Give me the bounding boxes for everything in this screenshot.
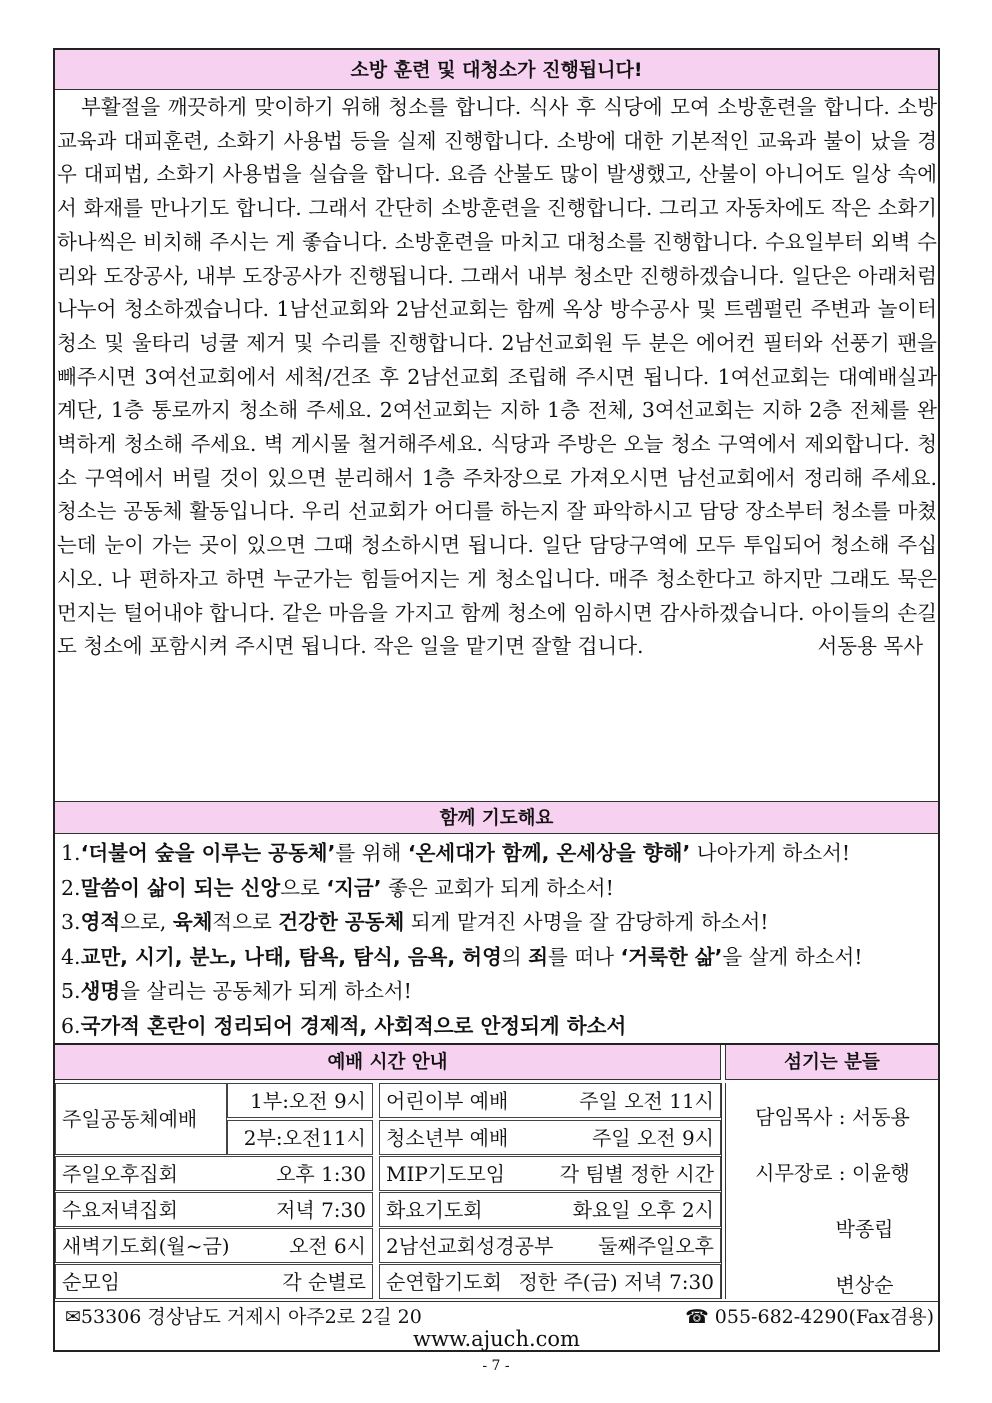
- notice-title: 소방 훈련 및 대청소가 진행됩니다!: [55, 50, 938, 90]
- schedule-table: [55, 1083, 722, 1299]
- schedule-cell: 2부:오전11시: [227, 1120, 373, 1155]
- prayer-item: 1.‘더불어 숲을 이루는 공동체’를 위해 ‘온세대가 함께, 온세상을 향해’ 나아가게 하소서!: [61, 841, 851, 865]
- servant-item: 박종립: [835, 1217, 894, 1241]
- page-number: - 7 -: [482, 1358, 510, 1374]
- schedule-title: 예배 시간 안내: [55, 1045, 721, 1080]
- schedule-cell: 청소년부 예배 주일 오전 9시: [379, 1120, 721, 1155]
- prayer-item: 6.국가적 혼란이 정리되어 경제적, 사회적으로 안정되게 하소서: [61, 1013, 627, 1038]
- schedule-cell: MIP기도모임 각 팀별 정한 시간: [379, 1156, 721, 1191]
- notice-signature: 서동용 목사: [817, 634, 923, 659]
- schedule-cell: 새벽기도회(월~금) 오전 6시: [55, 1228, 373, 1263]
- servant-item: 변상순: [835, 1273, 894, 1297]
- schedule-cell: 1부:오전 9시: [227, 1083, 373, 1118]
- notice-body: [57, 91, 937, 664]
- schedule-cell: 순연합기도회 정한 주(금) 저녁 7:30: [379, 1264, 721, 1299]
- servant-item: 시무장로 : 이윤행: [755, 1161, 910, 1185]
- address: ✉53306 경상남도 거제시 아주2로 2길 20: [65, 1306, 422, 1328]
- schedule-cell: 주일공동체예배: [55, 1083, 227, 1155]
- schedule-cell: 2남선교회성경공부 둘째주일오후: [379, 1228, 721, 1263]
- phone: ☎ 055-682-4290(Fax겸용): [685, 1306, 934, 1328]
- bulletin-frame: [53, 48, 940, 1352]
- prayer-list: [61, 836, 936, 1043]
- schedule-cell: 어린이부 예배 주일 오전 11시: [379, 1083, 721, 1118]
- mail-icon: ✉: [65, 1306, 81, 1328]
- prayer-item: 4.교만, 시기, 분노, 나태, 탐욕, 탐식, 음욕, 허영의 죄를 떠나 ‘거룩한 삶’을 살게 하소서!: [61, 944, 863, 969]
- notice-text: 부활절을 깨끗하게 맞이하기 위해 청소를 합니다. 식사 후 식당에 모여 소방훈련을 합니다. 소방교육과 대피훈련, 소화기 사용법 등을 실제 진행합니다. 소방에 대한 기본적인 교육과 불이 났을 경우 대피법, 소화기 사용법을 실습을 합니다. 요즘 산불도 많이 발생했고, 산불이 아니어도 일상 속에서 화재를 만나기도 합니다. 그래서 간단히 소방훈련을 진행합니다. 그리고 자동차에도 작은 소화기 하나씩은 비치해 주시는 게 좋습니다. 소방훈련을 마치고 대청소를 진행합니다. 수요일부터 외벽 수리와 도장공사, 내부 도장공사가 진행됩니다. 그래서 내부 청소만 진행하겠습니다. 일단은 아래처럼 나누어 청소하겠습니다. 1남선교회와 2남선교회는 함께 옥상 방수공사 및 트렘펄린 주변과 놀이터 청소 및 울타리 넝쿨 제거 및 수리를 진행합니다. 2남선교회원 두 분은 에어컨 필터와 선풍기 팬을 빼주시면 3여선교회에서 세척/건조 후 2남선교회 조립해 주시면 됩니다. 1여선교회는 대예배실과 계단, 1층 통로까지 청소해 주세요. 2여선교회는 지하 1층 전체, 3여선교회는 지하 2층 전체를 완벽하게 청소해 주세요. 벽 게시물 철거해주세요. 식당과 주방은 오늘 청소 구역에서 제외합니다. 청소 구역에서 버릴 것이 있으면 분리해서 1층 주차장으로 가져오시면 남선교회에서 정리해 주세요. 청소는 공동체 활동입니다. 우리 선교회가 어디를 하는지 잘 파악하시고 담당 장소부터 청소를 마쳤는데 눈이 가는 곳이 있으면 그때 청소하시면 됩니다. 일단 담당구역에 모두 투입되어 청소해 주십시오. 나 편하자고 하면 누군가는 힘들어지는 게 청소입니다. 매주 청소한다고 하지만 그래도 묵은 먼지는 털어내야 합니다. 같은 마음을 가지고 함께 청소에 임하시면 감사하겠습니다. 아이들의 손길도 청소에 포함시켜 주시면 됩니다. 작은 일을 맡기면 잘할 겁니다.: [57, 95, 937, 659]
- schedule-cell: 화요기도회 화요일 오후 2시: [379, 1192, 721, 1227]
- servant-item: 담임목사 : 서동용: [755, 1105, 910, 1129]
- servants-title: 섬기는 분들: [725, 1045, 938, 1080]
- prayer-item: 2.말씀이 삶이 되는 신앙으로 ‘지금’ 좋은 교회가 되게 하소서!: [61, 875, 614, 900]
- schedule-cell: 순모임 각 순별로: [55, 1264, 373, 1299]
- schedule-cell: 수요저녁집회 저녁 7:30: [55, 1192, 373, 1227]
- prayer-item: 3.영적으로, 육체적으로 건강한 공동체 되게 맡겨진 사명을 잘 감당하게 하소서!: [61, 910, 769, 934]
- prayer-item: 5.생명을 살리는 공동체가 되게 하소서!: [61, 979, 412, 1003]
- schedule-cell: 주일오후집회 오후 1:30: [55, 1156, 373, 1191]
- schedule-section: [55, 1043, 938, 1301]
- servants-list: [725, 1083, 939, 1299]
- phone-icon: ☎: [685, 1306, 715, 1328]
- prayer-title: 함께 기도해요: [55, 801, 938, 834]
- footer: [55, 1301, 938, 1353]
- website-link[interactable]: www.ajuch.com: [413, 1327, 580, 1351]
